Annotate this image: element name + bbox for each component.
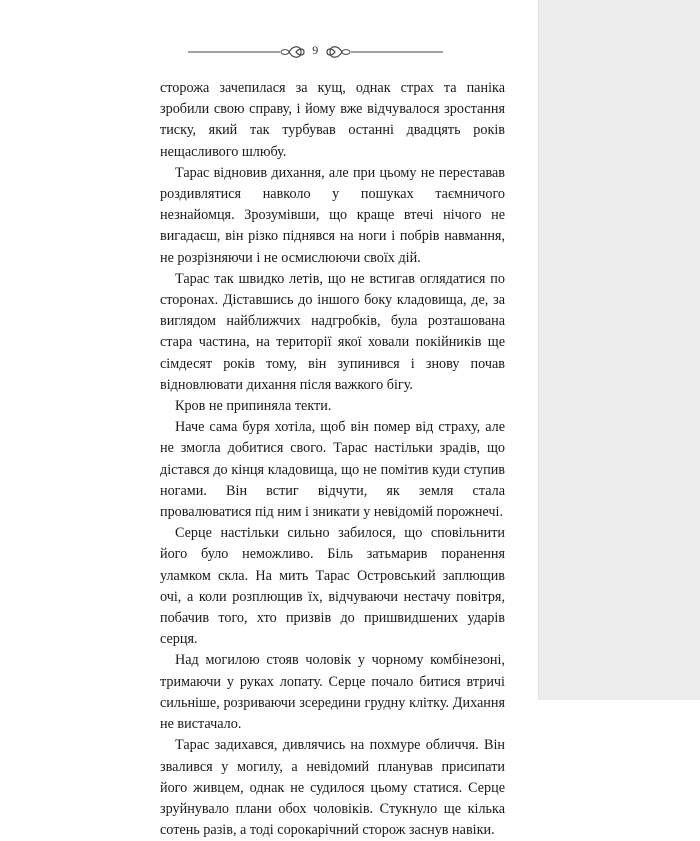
paragraph: Наче сама буря хотіла, щоб він помер від страху, але не змогла добитися свого. Тарас настільки зрадів, що дістався до кінця кладовища, що не помітив куди ступив ногами. Він встиг відчути, як земля стала провалюватися під ним і зникати у невідомій порожнечі. xyxy=(160,419,505,521)
page-header xyxy=(188,40,443,64)
paragraph: Тарас відновив дихання, але при цьому не переставав роздивлятися навколо у пошуках таємничого незнайомця. Зрозумівши, що краще втечі нічого не вигадаєш, він різко піднявся на ноги і побрів навмання, не розрізняючи і не осмислюючи своїх дій. xyxy=(160,164,505,266)
paragraph: Тарас так швидко летів, що не встигав оглядатися по сторонах. Діставшись до іншого боку кладовища, де, за виглядом найближчих надгробків, була розташована стара частина, на території якої ховали покійників ще сімдесят років тому, він зупинився і знову почав відновлювати дихання після важкого бігу. xyxy=(160,270,505,393)
paragraph: Кров не припиняла текти. xyxy=(175,398,332,415)
body-text xyxy=(160,78,505,841)
paragraph: Тарас задихався, дивлячись на похмуре обличчя. Він звалився у могилу, а невідомий планував присипати його живцем, однак не судилося цьому статися. Серце зруйнувало плани обох чоловіків. Стукнуло ще кілька сотень разів, а тоді сорокарічний сторож заснув навіки. xyxy=(160,737,505,839)
page-number: 9 xyxy=(312,43,319,57)
paragraph: сторожа зачепилася за кущ, однак страх та паніка зробили свою справу, і йому вже відчувалося зростання тиску, який так турбував останні двадцять років нещасливого шлюбу. xyxy=(160,80,505,160)
paragraph: Над могилою стояв чоловік у чорному комбінезоні, тримаючи у руках лопату. Серце почало битися втричі сильніше, розриваючи зсередини грудну клітку. Дихання не вистачало. xyxy=(160,652,505,733)
paragraph: Серце настільки сильно забилося, що сповільнити його було неможливо. Біль затьмарив поранення уламком скла. На мить Тарас Островський заплющив очі, а коли розплющив їх, відчуваючи нестачу повітря, побачив того, хто призвів до пришвидшених ударів серця. xyxy=(160,525,505,648)
page-edge-shadow xyxy=(538,0,700,700)
